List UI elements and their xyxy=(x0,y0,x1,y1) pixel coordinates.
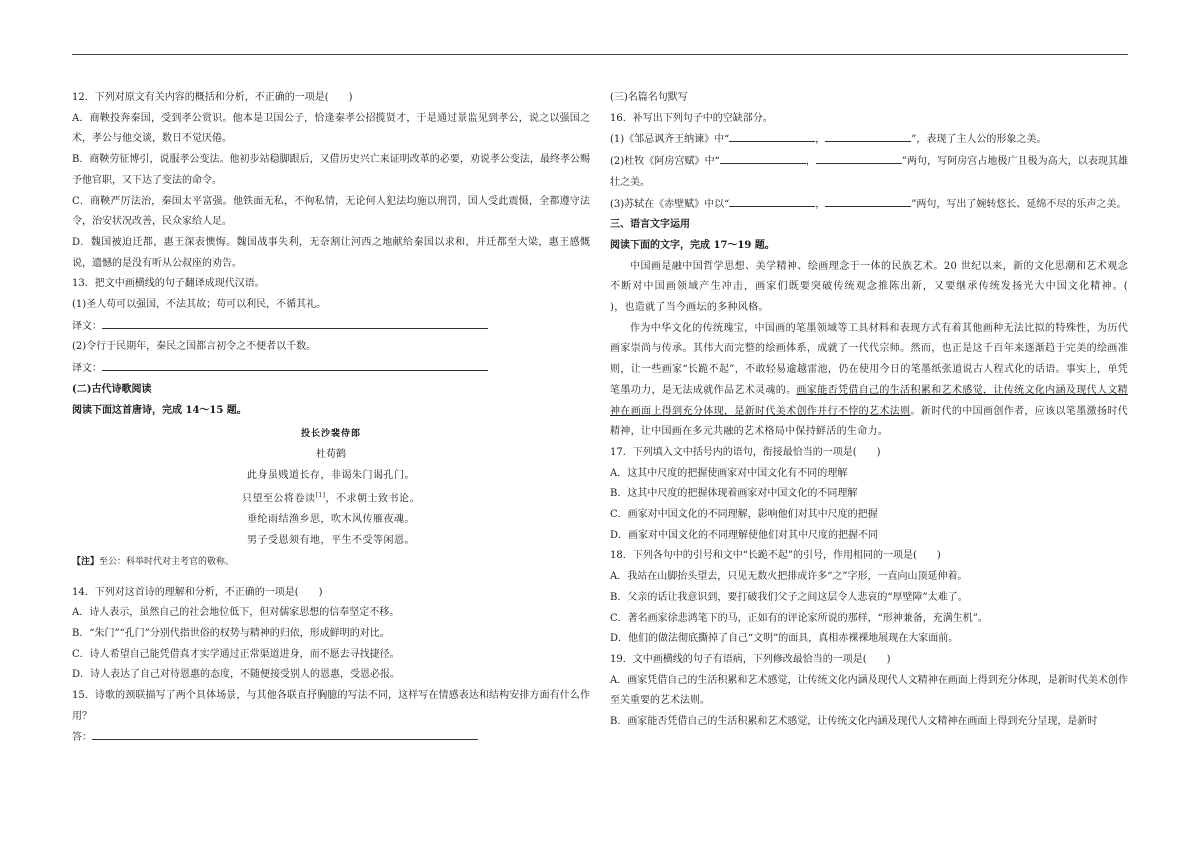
poem-title: 投长沙裴侍郎 xyxy=(300,429,361,440)
part-title: 三、语言文字运用 xyxy=(610,219,690,231)
section-title: (二)古代诗歌阅读 xyxy=(72,383,152,395)
poem-line-2: 只望至公将卷读[1]，不求朝士致书论。 xyxy=(242,492,420,505)
section-instruction: 阅读下面这首唐诗，完成 14～15 题。 xyxy=(72,404,247,416)
poem-author: 杜荀鹤 xyxy=(316,448,346,460)
q19-stem: 19．文中画横线的句子有语病，下列修改最恰当的一项是( ) xyxy=(610,653,891,665)
q16-item-1: (1)《邹忌讽齐王纳谏》中“ ， ”，表现了主人公的形象之美。 xyxy=(610,129,1128,151)
q18-option-c: C．著名画家徐悲鸿笔下的马，正如有的评论家所说的那样，“形神兼备，充满生机”。 xyxy=(610,612,988,624)
q13-sentence-2: (2)令行于民期年，秦民之国都言初令之不便者以千数。 xyxy=(72,341,317,353)
answer-line[interactable] xyxy=(102,316,488,329)
q16-item-3: (3)苏轼在《赤壁赋》中以“ ， ”两句，写出了婉转悠长、延绵不尽的乐声之美。 xyxy=(610,194,1128,216)
q16-stem: 16．补写出下列句子中的空缺部分。 xyxy=(610,112,773,124)
q17-option-b: B．这其中尺度的把握体现着画家对中国文化的不同理解 xyxy=(610,488,858,500)
q18-option-d: D．他们的做法彻底撕掉了自己“文明”的面具，真相赤裸裸地展现在大家面前。 xyxy=(610,633,959,645)
answer-label: 答： xyxy=(72,732,92,744)
blank-line[interactable] xyxy=(729,129,815,142)
q13-answer-2 xyxy=(72,358,590,380)
q18-stem: 18．下列各句中的引号和文中“长跪不起”的引号，作用相同的一项是( ) xyxy=(610,550,941,562)
q12-stem: 12．下列对原文有关内容的概括和分析，不正确的一项是( ) xyxy=(72,92,353,103)
q15-answer xyxy=(72,727,590,749)
poem-line-1: 此身虽贱道长存，非谒朱门谒孔门。 xyxy=(247,469,415,481)
answer-label: 译文： xyxy=(72,320,102,332)
note-mark: 【注】 xyxy=(72,556,100,567)
q17-stem: 17．下列填入文中括号内的语句，衔接最恰当的一项是( ) xyxy=(610,446,881,458)
poem-line-3: 垂纶雨结渔乡思，吹木风传雁夜魂。 xyxy=(247,514,415,526)
q14-option-b: B．“朱门”“孔门”分别代指世俗的权势与精神的归依，形成鲜明的对比。 xyxy=(72,627,390,639)
q14-option-c: C．诗人希望自己能凭借真才实学通过正常渠道进身，而不愿去寻找捷径。 xyxy=(72,648,400,660)
q12-option-d: D．魏国被迫迁都，惠王深表懊悔。魏国战事失利，无奈割让河西之地献给秦国以求和，并迁都至大梁，惠王感慨说，遗憾的是没有听从公叔座的劝告。 xyxy=(72,236,590,269)
q17-option-a: A．这其中尺度的把握使画家对中国文化有不同的理解 xyxy=(610,467,848,479)
q13-stem: 13．把文中画横线的句子翻译成现代汉语。 xyxy=(72,278,265,290)
q18-option-a: A．我站在山脚抬头望去，只见无数火把排成许多“之”字形，一直向山顶延伸着。 xyxy=(610,571,968,583)
top-divider xyxy=(72,54,1128,55)
q13-sentence-1: (1)圣人苟可以强国，不法其故；苟可以利民，不循其礼。 xyxy=(72,299,327,311)
q12-option-a: A．商鞅投奔秦国，受到孝公赏识。他本是卫国公子，恰逢秦孝公招揽贤才，于是通过景监见到孝公，说之以强国之术，孝公与他交谈，数日不觉厌倦。 xyxy=(72,112,590,145)
section-title: (三)名篇名句默写 xyxy=(610,92,688,103)
q12-option-c: C．商鞅严厉法治，秦国太平富强。他铁面无私，不徇私情，无论何人犯法均施以刑罚，国人受此震慑，全都遵守法令，治安状况改善，民众家给人足。 xyxy=(72,195,590,228)
underlined-sentence: 画家能否凭借自己的生活积累和艺术感觉，让传统文化内涵及现代人文精神在画面上得到充分体现，是新时代美术创作并行不悖的艺术法则 xyxy=(610,384,1128,417)
q18-option-b: B．父亲的话让我意识到，要打破我们父子之间这层令人悲哀的“厚壁障”太难了。 xyxy=(610,591,968,603)
right-column xyxy=(610,88,1170,733)
q17-option-c: C．画家对中国文化的不同理解，影响他们对其中尺度的把握 xyxy=(610,509,878,521)
q15-stem: 15．诗歌的颈联描写了两个具体场景，与其他各联直抒胸臆的写法不同，这样写在情感表达和结构安排方面有什么作用？ xyxy=(72,690,590,722)
passage-paragraph-1: 中国画是融中国哲学思想、美学精神、绘画理念于一体的民族艺术。20 世纪以来，新的文化思潮和艺术观念不断对中国画领域产生冲击，画家们既要突破传统观念推陈出新，又要继承传统发扬光大中国文化精神。( )，也造就了当今画坛的多种风格。 xyxy=(610,260,1170,314)
note-text: 至公：科举时代对主考官的敬称。 xyxy=(99,556,235,567)
q14-option-a: A．诗人表示，虽然自己的社会地位低下，但对儒家思想的信奉坚定不移。 xyxy=(72,607,400,619)
q13-answer-1 xyxy=(72,316,590,338)
footnote-marker: [1] xyxy=(315,492,326,500)
left-column xyxy=(72,88,590,749)
blank-line[interactable] xyxy=(825,129,911,142)
blank-line[interactable] xyxy=(720,151,806,164)
poem-line-4: 男子受恩须有地，平生不受等闲恩。 xyxy=(247,535,415,547)
q19-option-a: A．画家凭借自己的生活积累和艺术感觉，让传统文化内涵及现代人文精神在画面上得到充分体现，是新时代美术创作至关重要的艺术法则。 xyxy=(610,674,1128,707)
part-instruction: 阅读下面的文字，完成 17～19 题。 xyxy=(610,239,775,251)
blank-line[interactable] xyxy=(825,194,911,207)
q17-option-d: D．画家对中国文化的不同理解使他们对其中尺度的把握不同 xyxy=(610,529,879,541)
q14-option-d: D．诗人表达了自己对待恩惠的态度，不随便接受别人的恩惠，受恩必报。 xyxy=(72,669,401,681)
q12-option-b: B．商鞅劳征博引，说服孝公变法。他初步站稳脚跟后，又借历史兴亡来证明改革的必要，劝说孝公变法，最终孝公赐予他官职，又下达了变法的命令。 xyxy=(72,154,590,186)
q14-stem: 14．下列对这首诗的理解和分析，不正确的一项是( ) xyxy=(72,586,323,598)
answer-label: 译文： xyxy=(72,363,102,375)
answer-line[interactable] xyxy=(92,727,478,740)
answer-line[interactable] xyxy=(102,358,488,371)
blank-line[interactable] xyxy=(729,194,815,207)
q16-item-2: (2)杜牧《阿房宫赋》中“ ， ”两句，写阿房宫占地极广且极为高大，以表现其雄壮之美。 xyxy=(610,151,1128,193)
q19-option-b: B．画家能否凭借自己的生活积累和艺术感觉，让传统文化内涵及现代人文精神在画面上得到充分呈现，是新时 xyxy=(610,716,1098,728)
passage-paragraph-2: 作为中华文化的传统瑰宝，中国画的笔墨领域等工具材料和表现方式有着其他画种无法比拟的特殊性，为历代画家崇尚与传承。其伟大而完整的绘画体系，成就了一代代宗师。然而，也正是这千百年来逐渐趋于完美的绘画准则，让一些画家“长跪不起”，不敢轻易逾越雷池，仍在使用今日的笔墨纸张道说古人程式化的话语。事实上，单凭笔墨功力，是无法成就作品艺术灵魂的。画家能否凭借自己的生活积累和艺术感觉，让传统文化内涵及现代人文精神在画面上得到充分体现，是新时代美术创作并行不悖的艺术法则。新时代的中国画创作者，应该以笔墨激扬时代精神，让中国画在多元共融的艺术格局中保持鲜活的生命力。 xyxy=(610,322,1128,438)
blank-line[interactable] xyxy=(816,151,902,164)
poem-note xyxy=(72,552,590,573)
